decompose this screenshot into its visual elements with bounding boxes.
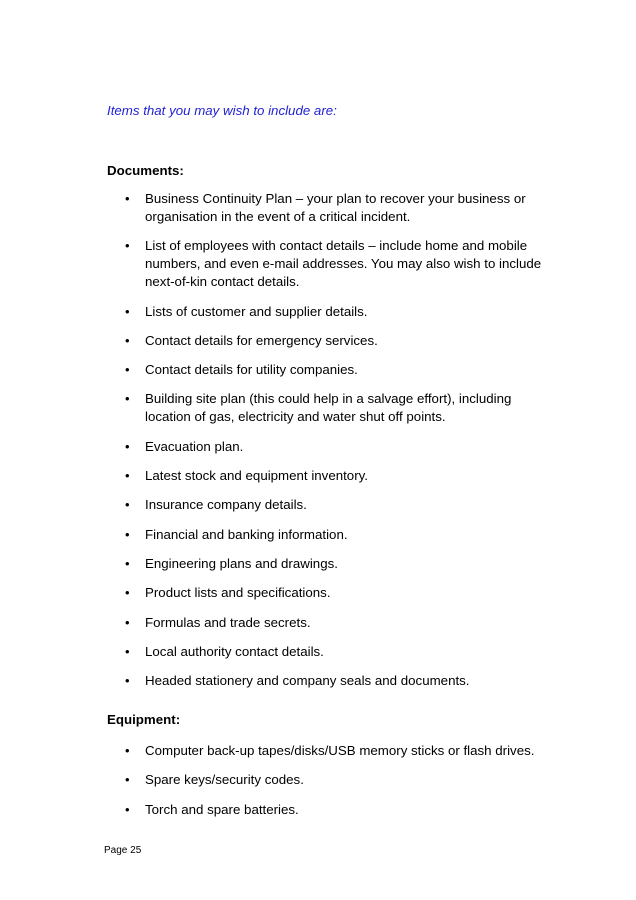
list-item: • Evacuation plan.	[107, 438, 547, 456]
list-item: • Computer back-up tapes/disks/USB memory sticks or flash drives.	[107, 742, 547, 760]
list-item: • Spare keys/security codes.	[107, 771, 547, 789]
intro-text: Items that you may wish to include are:	[107, 103, 337, 118]
list-item: • Product lists and specifications.	[107, 584, 547, 602]
page-number: Page 25	[104, 845, 142, 856]
equipment-heading: Equipment:	[107, 712, 181, 727]
list-item: • Contact details for utility companies.	[107, 361, 547, 379]
list-item: • Lists of customer and supplier details.	[107, 303, 547, 321]
list-item: • Business Continuity Plan – your plan to recover your business or organisation in the event of a critical incident.	[107, 190, 547, 226]
list-item: • Contact details for emergency services.	[107, 332, 547, 350]
list-item: • Local authority contact details.	[107, 643, 547, 661]
list-item: • Latest stock and equipment inventory.	[107, 467, 547, 485]
list-item: • Insurance company details.	[107, 496, 547, 514]
list-item: • List of employees with contact details – include home and mobile numbers, and even e-mail addresses. You may also wish to include next-of-kin contact details.	[107, 237, 547, 291]
list-item: • Engineering plans and drawings.	[107, 555, 547, 573]
list-item: • Torch and spare batteries.	[107, 801, 547, 819]
list-item: • Financial and banking information.	[107, 526, 547, 544]
list-item: • Headed stationery and company seals and documents.	[107, 672, 547, 690]
list-item: • Formulas and trade secrets.	[107, 614, 547, 632]
list-item: • Building site plan (this could help in a salvage effort), including location of gas, electricity and water shut off points.	[107, 390, 547, 426]
equipment-list	[107, 742, 547, 830]
documents-list	[107, 190, 547, 701]
documents-heading: Documents:	[107, 163, 184, 178]
